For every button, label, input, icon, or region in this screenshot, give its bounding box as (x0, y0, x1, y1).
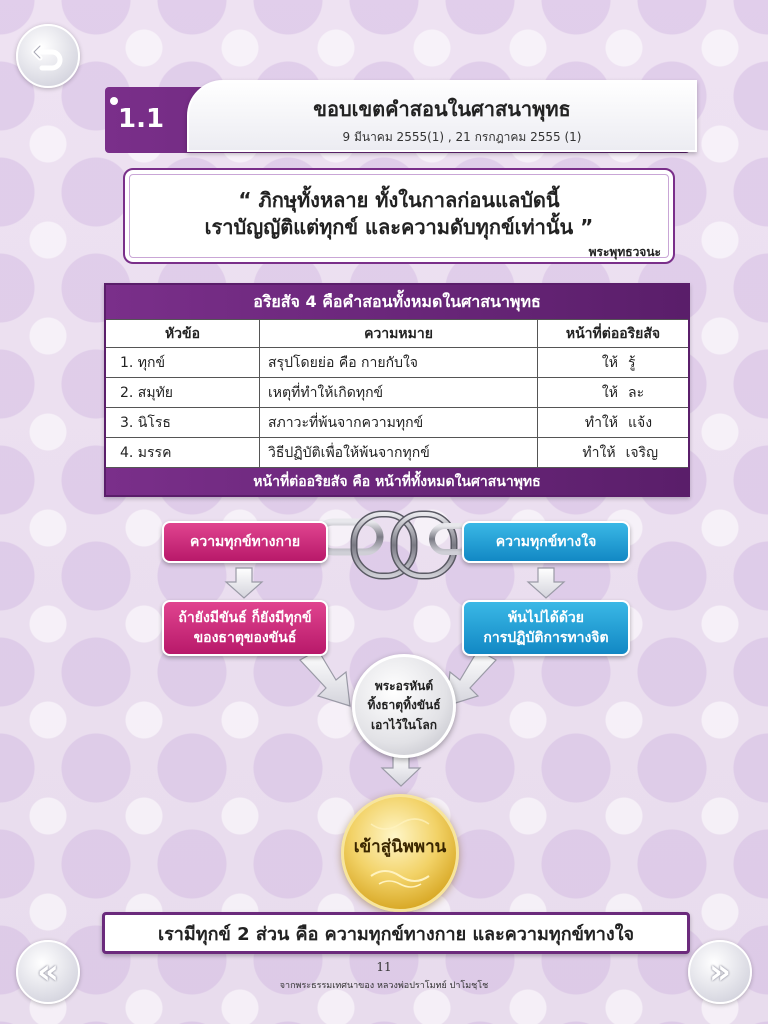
row-duty (538, 348, 688, 377)
summary-banner (102, 912, 690, 954)
nirvana-label: เข้าสู่นิพพาน (353, 837, 447, 857)
table-row (106, 347, 688, 377)
table-row (106, 437, 688, 467)
mind-result-line-1: พ้นไปได้ด้วย (507, 609, 584, 626)
body-suffering-box (162, 521, 328, 563)
section-number: 1.1 (118, 104, 165, 134)
row-duty-object: รู้ (628, 354, 636, 371)
body-result-line-1: ถ้ายังมีขันธ์ ก็ยังมีทุกข์ (178, 609, 312, 626)
table-row (106, 407, 688, 437)
page-number: 11 (376, 960, 392, 974)
row-duty-object: แจ้ง (628, 414, 653, 431)
row-meaning: เหตุที่ทำให้เกิดทุกข์ (260, 378, 538, 407)
row-meaning: สรุปโดยย่อ คือ กายกับใจ (260, 348, 538, 377)
mind-result-box (462, 600, 630, 656)
row-duty-object: ละ (628, 384, 645, 401)
row-topic: 2. สมุทัย (106, 378, 260, 407)
column-header-topic: หัวข้อ (106, 320, 260, 347)
row-topic: 3. นิโรธ (106, 408, 260, 437)
table-row (106, 377, 688, 407)
mind-result-line-2: การปฏิบัติการทางจิต (483, 630, 609, 646)
footer-credit: จากพระธรรมเทศนาของ หลวงพ่อปราโมทย์ ปาโมชฺโช (279, 981, 489, 991)
column-header-meaning: ความหมาย (260, 320, 538, 347)
row-duty-verb: ให้ (601, 384, 618, 401)
row-duty-verb: ให้ (601, 354, 618, 371)
row-duty (538, 378, 688, 407)
table-header-row (106, 319, 688, 347)
double-chevron-left-icon: « (37, 952, 59, 992)
down-arrow-icon (382, 754, 420, 786)
quote-line-2: เราบัญญัติแต่ทุกข์ และความดับทุกข์เท่านั้น ” (204, 215, 594, 239)
diagram-connectors (0, 500, 768, 800)
double-chevron-right-icon: » (709, 952, 731, 992)
row-duty-verb: ทำให้ (584, 414, 618, 431)
quote-author: พระพุทธวจนะ (588, 245, 661, 259)
back-arrow-icon (30, 38, 66, 74)
four-noble-truths-table (104, 283, 690, 497)
mind-suffering-box (462, 521, 630, 563)
chain-link-icon (318, 514, 472, 576)
row-topic: 1. ทุกข์ (106, 348, 260, 377)
row-duty (538, 408, 688, 437)
table-footer: หน้าที่ต่ออริยสัจ คือ หน้าที่ทั้งหมดในศาสนาพุทธ (106, 467, 688, 495)
header-dot (110, 97, 118, 105)
row-meaning: วิธีปฏิบัติเพื่อให้พ้นจากทุกข์ (260, 438, 538, 467)
arahant-line-1: พระอรหันต์ (374, 679, 434, 694)
body-result-box (162, 600, 328, 656)
arahant-line-3: เอาไว้ในโลก (371, 717, 437, 732)
summary-text: เรามีทุกข์ 2 ส่วน คือ ความทุกข์ทางกาย และความทุกข์ทางใจ (157, 923, 635, 945)
row-duty-verb: ทำให้ (582, 444, 616, 461)
body-suffering-label: ความทุกข์ทางกาย (189, 533, 301, 550)
arahant-line-2: ทิ้งธาตุทิ้งขันธ์ (367, 698, 441, 713)
body-result-line-2: ของธาตุของขันธ์ (193, 630, 297, 646)
diagonal-arrow-icon (300, 650, 350, 706)
table-title: อริยสัจ 4 คือคำสอนทั้งหมดในศาสนาพุทธ (106, 285, 688, 319)
sermon-dates: 9 มีนาคม 2555(1) , 21 กรกฎาคม 2555 (1) (342, 130, 582, 144)
page-title: ขอบเขตคำสอนในศาสนาพุทธ (313, 97, 571, 121)
arahant-circle (352, 654, 456, 758)
quote-line-1: “ ภิกษุทั้งหลาย ทั้งในกาลก่อนแลบัดนี้ (238, 188, 560, 212)
row-duty (538, 438, 688, 467)
down-arrow-icon (528, 568, 564, 598)
column-header-duty: หน้าที่ต่ออริยสัจ (565, 325, 661, 342)
row-duty-object: เจริญ (625, 444, 658, 461)
back-button[interactable] (16, 24, 80, 88)
row-topic: 4. มรรค (106, 438, 260, 467)
mind-suffering-label: ความทุกข์ทางใจ (495, 533, 597, 550)
down-arrow-icon (226, 568, 262, 598)
row-meaning: สภาวะที่พ้นจากความทุกข์ (260, 408, 538, 437)
